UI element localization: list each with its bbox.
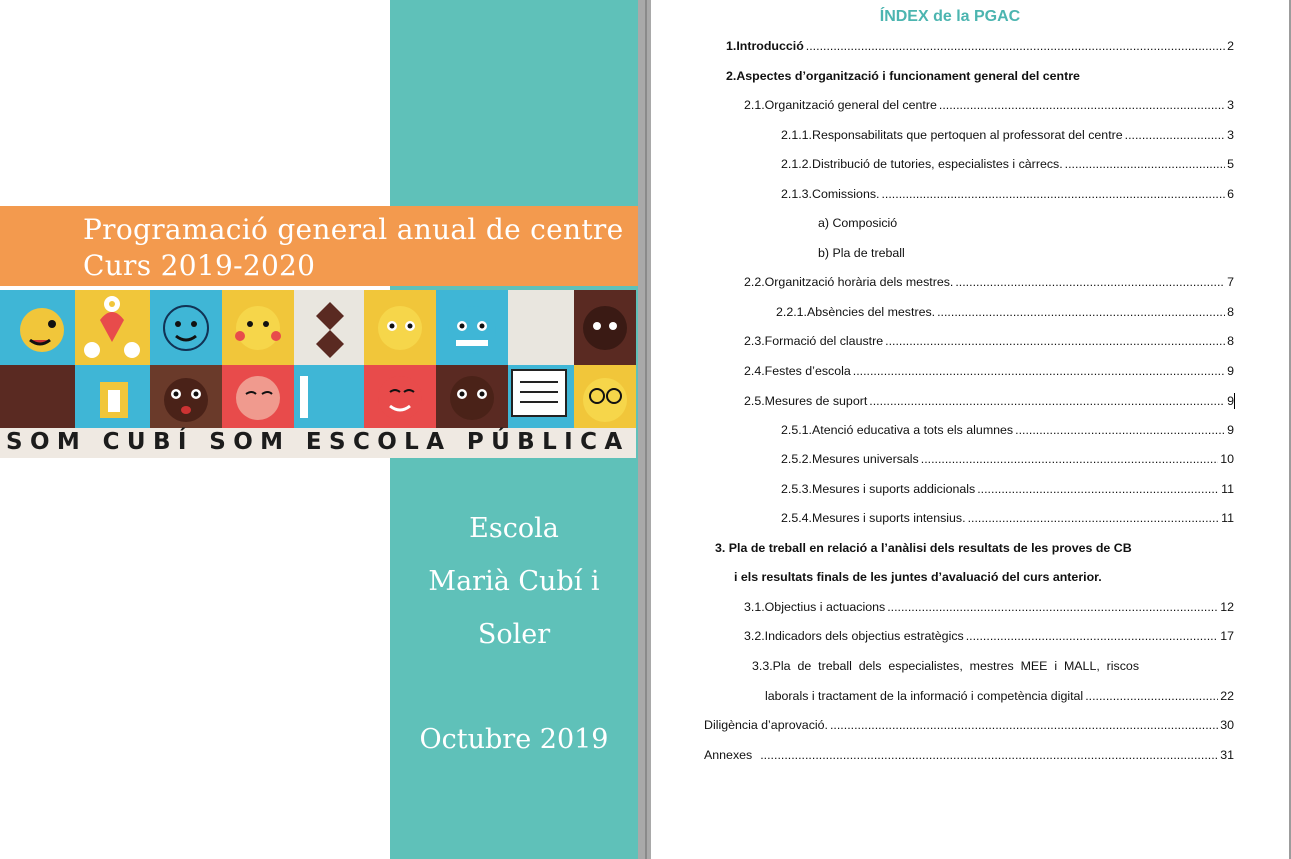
toc-entry[interactable]	[744, 629, 1234, 643]
toc-leader	[1065, 157, 1225, 171]
cover-title-line2: Curs 2019-2020	[83, 249, 316, 282]
toc-leader	[939, 98, 1225, 112]
toc-entry-label: Diligència d’aprovació.	[704, 718, 828, 732]
toc-entry-label: 2.2.Organització horària dels mestres.	[744, 275, 954, 289]
toc-entry[interactable]	[726, 39, 1234, 53]
school-mural-image	[0, 290, 636, 458]
toc-entry-page: 22	[1220, 689, 1234, 703]
toc-entry-label: 3.2.Indicadors dels objectius estratègics	[744, 629, 964, 643]
toc-leader	[830, 718, 1218, 732]
toc-leader	[869, 394, 1225, 408]
toc-entry[interactable]	[781, 452, 1234, 466]
toc-entry[interactable]	[744, 364, 1234, 378]
toc-entry-label: 2.3.Formació del claustre	[744, 334, 884, 348]
toc-entry-label: 2.5.4.Mesures i suports intensius.	[781, 511, 966, 525]
toc-leader	[1085, 689, 1218, 703]
toc-entry[interactable]	[781, 482, 1234, 496]
toc-heading[interactable]: 3. Pla de treball en relació a l’anàlisi dels resultats de les proves de CB	[715, 541, 1132, 555]
toc-entry-page: 12	[1220, 600, 1234, 614]
toc-entry[interactable]	[781, 187, 1234, 201]
toc-entry-label: 2.1.Organització general del centre	[744, 98, 937, 112]
toc-entry[interactable]	[704, 748, 1234, 762]
toc-leader	[885, 334, 1225, 348]
toc-entry-page: 6	[1227, 187, 1234, 201]
toc-entry[interactable]	[744, 334, 1234, 348]
toc-leader	[881, 187, 1225, 201]
toc-subitem[interactable]: a) Composició	[818, 216, 898, 230]
toc-entry-page: 9	[1227, 364, 1234, 378]
cover-school-line1: Escola	[469, 513, 559, 544]
toc-entry-page: 10	[1220, 452, 1234, 466]
toc-entry[interactable]	[781, 423, 1234, 437]
toc-entry[interactable]	[776, 305, 1234, 319]
text-cursor	[1234, 393, 1235, 409]
cover-school-line3: Soler	[477, 619, 551, 650]
toc-entry-page: 11	[1221, 482, 1234, 496]
toc-leader	[1125, 128, 1225, 142]
cover-title-line1: Programació general anual de centre	[83, 213, 624, 246]
toc-entry[interactable]	[744, 394, 1234, 408]
toc-entry-page: 11	[1221, 511, 1234, 525]
toc-entry[interactable]	[704, 718, 1234, 732]
index-page	[651, 0, 1291, 859]
toc-subitem[interactable]: b) Pla de treball	[818, 246, 905, 260]
toc-entry-label: 2.1.2.Distribució de tutories, especialistes i càrrecs.	[781, 157, 1063, 171]
toc-entry[interactable]	[744, 98, 1234, 112]
toc-leader	[1015, 423, 1225, 437]
toc-entry-page: 5	[1227, 157, 1234, 171]
toc-entry-label: 2.5.2.Mesures universals	[781, 452, 919, 466]
toc-leader	[966, 629, 1218, 643]
toc-entry-page: 17	[1220, 629, 1234, 643]
toc-entry-label: 2.5.3.Mesures i suports addicionals	[781, 482, 976, 496]
toc-entry-page: 3	[1227, 98, 1234, 112]
toc-leader	[968, 511, 1220, 525]
toc-entry-label: 2.4.Festes d’escola	[744, 364, 851, 378]
cover-school-line2: Marià Cubí i	[428, 566, 600, 597]
toc-entry[interactable]	[781, 128, 1234, 142]
toc-entry-multiline[interactable]: 3.3.Pla de treball dels especialistes, mestres MEE i MALL, riscos	[752, 659, 1140, 673]
toc-leader	[977, 482, 1219, 496]
toc-leader	[937, 305, 1225, 319]
toc-entry-page: 8	[1227, 305, 1234, 319]
toc-entry-label: 2.1.1.Responsabilitats que pertoquen al professorat del centre	[781, 128, 1123, 142]
toc-entry-page: 30	[1220, 718, 1234, 732]
toc-leader	[921, 452, 1218, 466]
toc-heading-continuation[interactable]: i els resultats finals de les juntes d’avaluació del curs anterior.	[734, 570, 1102, 584]
toc-leader	[806, 39, 1225, 53]
toc-entry[interactable]	[781, 511, 1234, 525]
cover-date: Octubre 2019	[419, 724, 609, 755]
toc-entry-label: laborals i tractament de la informació i competència digital	[765, 689, 1084, 703]
toc-entry-label: 2.2.1.Absències del mestres.	[776, 305, 936, 319]
cover-page	[0, 0, 638, 859]
toc-entry-page: 7	[1227, 275, 1234, 289]
toc-entry-label: 3.1.Objectius i actuacions	[744, 600, 886, 614]
toc-leader	[955, 275, 1225, 289]
toc-entry-page: 3	[1227, 128, 1234, 142]
toc-entry[interactable]	[765, 689, 1234, 703]
toc-entry-page: 8	[1227, 334, 1234, 348]
toc-entry-page: 9	[1227, 394, 1234, 408]
toc-entry-page: 31	[1220, 748, 1234, 762]
index-title: ÍNDEX de la PGAC	[879, 8, 1021, 25]
toc-entry-label: 2.5.1.Atenció educativa a tots els alumnes	[781, 423, 1014, 437]
mural-slogan: SOM CUBÍ SOM ESCOLA PÚBLICA	[6, 429, 630, 455]
toc-entry-page: 9	[1227, 423, 1234, 437]
toc-entry-label: 2.1.3.Comissions.	[781, 187, 880, 201]
toc-entry-page: 2	[1227, 39, 1234, 53]
toc-heading[interactable]: 2.Aspectes d’organització i funcionament general del centre	[726, 69, 1080, 83]
toc-leader	[853, 364, 1225, 378]
toc-entry-label: Annexes	[704, 748, 753, 762]
toc-entry-label: 1.Introducció	[726, 39, 804, 53]
toc-entry-label: 2.5.Mesures de suport	[744, 394, 868, 408]
toc-leader	[887, 600, 1218, 614]
toc-entry[interactable]	[744, 600, 1234, 614]
toc-entry[interactable]	[744, 275, 1234, 289]
page-divider	[645, 0, 647, 859]
toc-leader	[760, 748, 1218, 762]
toc-entry[interactable]	[781, 157, 1234, 171]
